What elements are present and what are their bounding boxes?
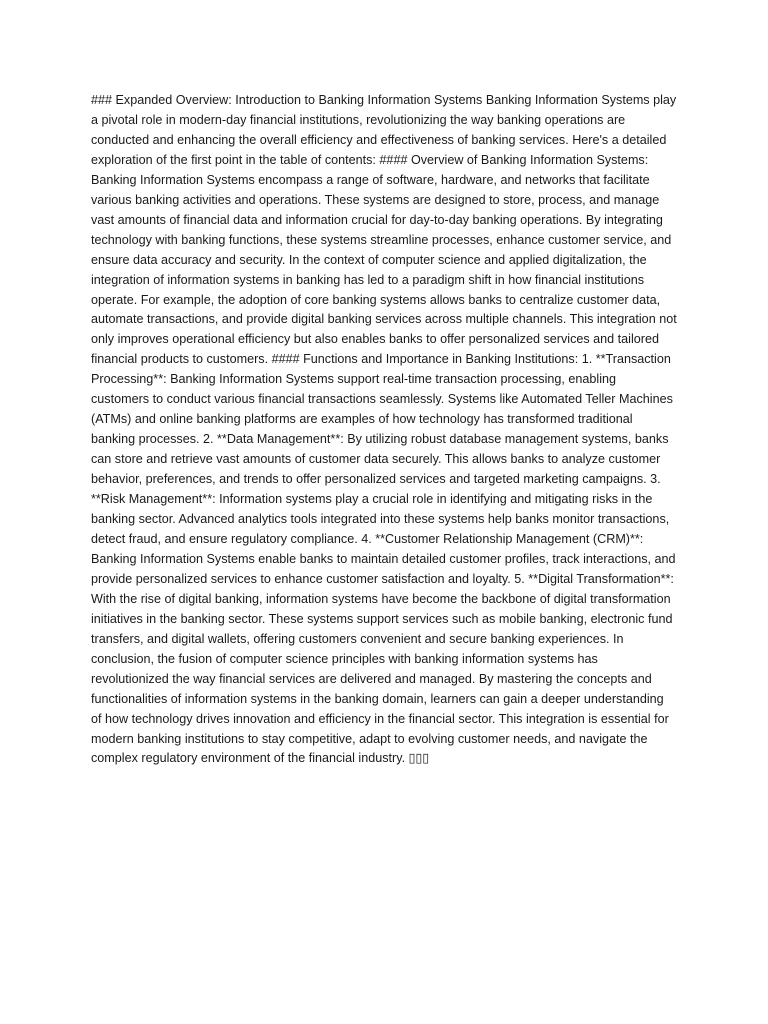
document-body-paragraph: ### Expanded Overview: Introduction to Banking Information Systems Banking Information Systems play a pivotal role in modern-day financial institutions, revolutionizing the way banking operations are conducted and enhancing the overall efficiency and effectiveness of banking services. Here's a detailed exploration of the first point in the table of contents: #### Overview of Banking Information Systems: Banking Information Systems encompass a range of software, hardware, and networks that facilitate various banking activities and operations. These systems are designed to store, process, and manage vast amounts of financial data and information crucial for day-to-day banking operations. By integrating technology with banking functions, these systems streamline processes, enhance customer service, and ensure data accuracy and security. In the context of computer science and applied digitalization, the integration of information systems in banking has led to a paradigm shift in how financial institutions operate. For example, the adoption of core banking systems allows banks to centralize customer data, automate transactions, and provide digital banking services across multiple channels. This integration not only improves operational efficiency but also enables banks to offer personalized services and tailored financial products to customers. #### Functions and Importance in Banking Institutions: 1. **Transaction Processing**: Banking Information Systems support real-time transaction processing, enabling customers to conduct various financial transactions seamlessly. Systems like Automated Teller Machines (ATMs) and online banking platforms are examples of how technology has transformed traditional banking processes. 2. **Data Management**: By utilizing robust database management systems, banks can store and retrieve vast amounts of customer data securely. This allows banks to analyze customer behavior, preferences, and trends to offer personalized services and targeted marketing campaigns. 3. **Risk Management**: Information systems play a crucial role in identifying and mitigating risks in the banking sector. Advanced analytics tools integrated into these systems help banks monitor transactions, detect fraud, and ensure regulatory compliance. 4. **Customer Relationship Management (CRM)**: Banking Information Systems enable banks to maintain detailed customer profiles, track interactions, and provide personalized services to enhance customer satisfaction and loyalty. 5. **Digital Transformation**: With the rise of digital banking, information systems have become the backbone of digital transformation initiatives in the banking sector. These systems support services such as mobile banking, electronic fund transfers, and digital wallets, offering customers convenient and secure banking experiences. In conclusion, the fusion of computer science principles with banking information systems has revolutionized the way financial services are delivered and managed. By mastering the concepts and functionalities of information systems in the banking domain, learners can gain a deeper understanding of how technology drives innovation and efficiency in the financial sector. This integration is essential for modern banking institutions to stay competitive, adapt to evolving customer needs, and navigate the complex regulatory environment of the financial industry. ▯▯▯ (91, 93, 677, 766)
